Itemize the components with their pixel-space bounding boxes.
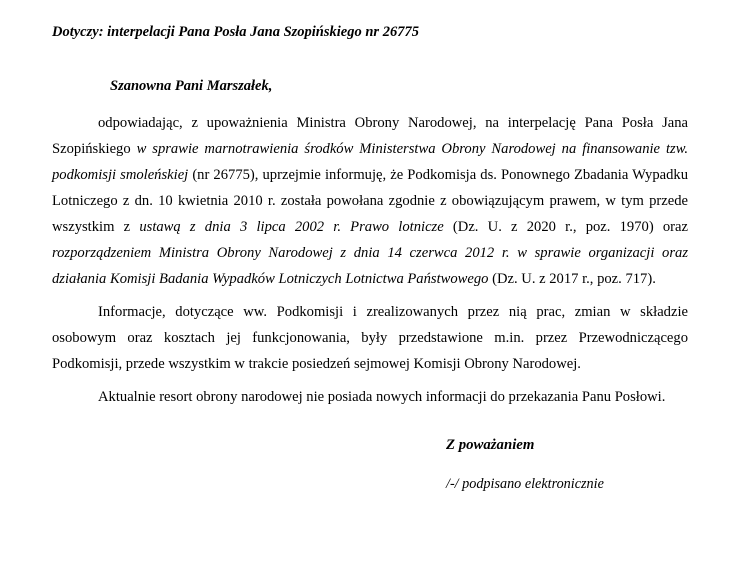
paragraph-1-segment-4-italic: ustawą z dnia 3 lipca 2002 r. Prawo lotnicze	[139, 219, 444, 236]
paragraph-1-segment-3: (nr 26775), uprzejmie informuję, że Podkomisja ds. Ponownego Zbadania Wypadku Lotniczego z dn. 10 kwietnia 2010 r. została powołana zgodnie z obowiązującym prawem, w tym przede wszystkim z	[52, 167, 688, 236]
salutation: Szanowna Pani Marszałek,	[110, 78, 273, 95]
paragraph-1	[52, 111, 688, 293]
paragraph-1-segment-2-italic: w sprawie marnotrawienia środków Ministerstwa Obrony Narodowej na finansowanie tzw. podkomisji smoleńskiej	[52, 141, 689, 184]
paragraph-1-segment-5: (Dz. U. z 2020 r., poz. 1970) oraz	[443, 219, 688, 236]
subject-line: Dotyczy: interpelacji Pana Posła Jana Szopińskiego nr 26775	[52, 24, 419, 40]
signature-note: /-/ podpisano elektronicznie	[446, 475, 604, 492]
paragraph-1-segment-7: (Dz. U. z 2017 r., poz. 717).	[488, 271, 656, 288]
paragraph-2: Informacje, dotyczące ww. Podkomisji i zrealizowanych przez nią prac, zmian w składzie osobowym oraz kosztach jej funkcjonowania, były przedstawione m.in. przez Przewodniczącego Podkomisji, przede wszystkim w trakcie posiedzeń sejmowej Komisji Obrony Narodowej.	[52, 304, 688, 373]
paragraph-1-segment-1: odpowiadając, z upoważnienia Ministra Obrony Narodowej, na interpelację Pana Posła Jana Szopińskiego	[52, 115, 688, 158]
closing-phrase: Z poważaniem	[446, 436, 535, 453]
paragraph-1-segment-6-italic: rozporządzeniem Ministra Obrony Narodowej z dnia 14 czerwca 2012 r. w sprawie organizacji oraz działania Komisji Badania Wypadków Lotniczych Lotnictwa Państwowego	[52, 245, 688, 288]
paragraph-3: Aktualnie resort obrony narodowej nie posiada nowych informacji do przekazania Panu Posłowi.	[98, 388, 666, 405]
